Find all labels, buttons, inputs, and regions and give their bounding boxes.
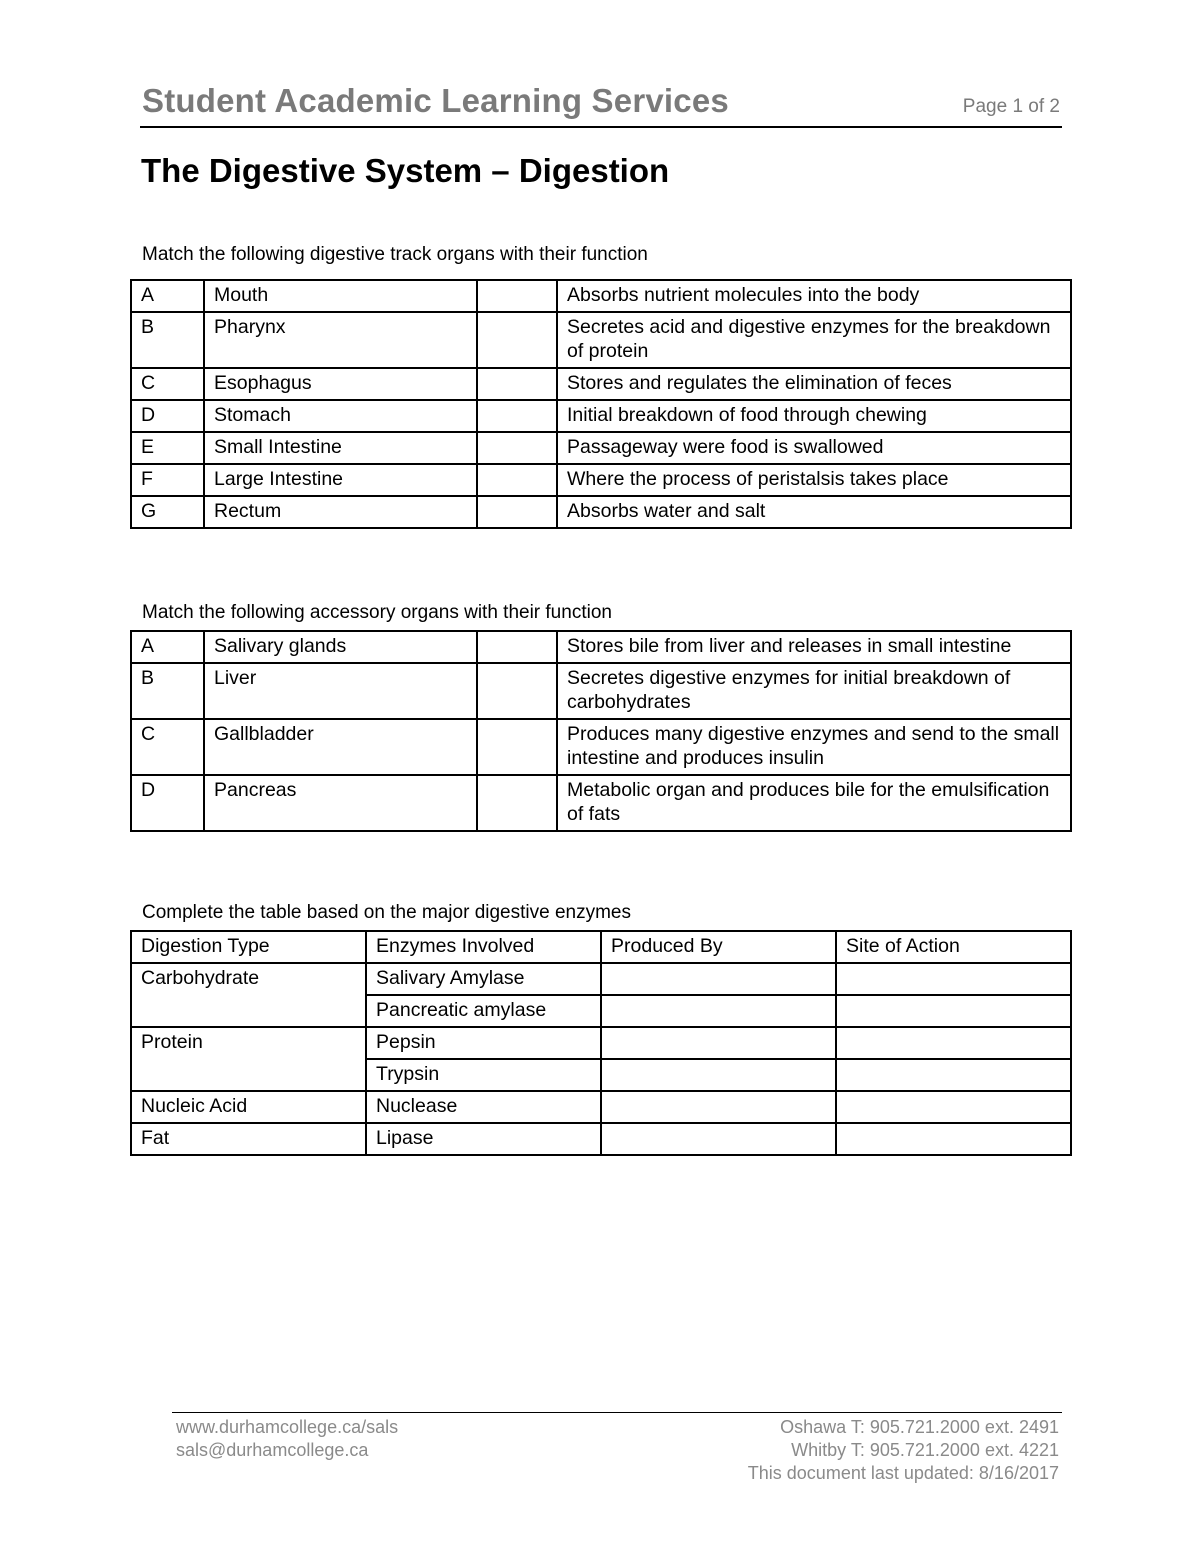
table-row <box>131 631 1071 663</box>
organ-name: Pancreas <box>204 775 477 831</box>
digestion-type: Fat <box>131 1123 366 1155</box>
digestion-type: Nucleic Acid <box>131 1091 366 1123</box>
organ-function: Metabolic organ and produces bile for the emulsification of fats <box>557 775 1071 831</box>
row-letter: E <box>131 432 204 464</box>
footer-right <box>748 1416 1059 1485</box>
table-row <box>131 719 1071 775</box>
digestion-type: Protein <box>131 1027 366 1091</box>
digestion-type: Carbohydrate <box>131 963 366 1027</box>
enzyme-name: Nuclease <box>366 1091 601 1123</box>
organ-function: Stores bile from liver and releases in small intestine <box>557 631 1071 663</box>
enzyme-name: Salivary Amylase <box>366 963 601 995</box>
column-header: Site of Action <box>836 931 1071 963</box>
answer-cell[interactable] <box>477 368 557 400</box>
table-row <box>131 663 1071 719</box>
section2-instruction: Match the following accessory organs with their function <box>142 602 612 623</box>
table-row <box>131 775 1071 831</box>
organ-function: Absorbs water and salt <box>557 496 1071 528</box>
answer-cell[interactable] <box>477 400 557 432</box>
organ-function: Where the process of peristalsis takes place <box>557 464 1071 496</box>
footer-divider <box>172 1412 1062 1413</box>
enzyme-name: Lipase <box>366 1123 601 1155</box>
organ-name: Pharynx <box>204 312 477 368</box>
table-row <box>131 1027 1071 1059</box>
row-letter: D <box>131 400 204 432</box>
footer-updated: This document last updated: 8/16/2017 <box>747 1463 1059 1483</box>
footer-website[interactable]: www.durhamcollege.ca/sals <box>176 1417 399 1437</box>
row-letter: C <box>131 368 204 400</box>
organ-name: Large Intestine <box>204 464 477 496</box>
site-of-action-cell[interactable] <box>836 963 1071 995</box>
page-number: Page 1 of 2 <box>962 96 1060 117</box>
produced-by-cell[interactable] <box>601 1059 836 1091</box>
answer-cell[interactable] <box>477 464 557 496</box>
site-of-action-cell[interactable] <box>836 1091 1071 1123</box>
table-row <box>131 432 1071 464</box>
organ-name: Salivary glands <box>204 631 477 663</box>
answer-cell[interactable] <box>477 432 557 464</box>
row-letter: A <box>131 280 204 312</box>
site-of-action-cell[interactable] <box>836 1027 1071 1059</box>
row-letter: G <box>131 496 204 528</box>
produced-by-cell[interactable] <box>601 1027 836 1059</box>
org-name: Student Academic Learning Services <box>142 82 729 119</box>
accessory-organs-table <box>130 630 1072 832</box>
table-row <box>131 1123 1071 1155</box>
organ-function: Absorbs nutrient molecules into the body <box>557 280 1071 312</box>
page-title: The Digestive System – Digestion <box>141 152 670 189</box>
answer-cell[interactable] <box>477 496 557 528</box>
organ-name: Liver <box>204 663 477 719</box>
site-of-action-cell[interactable] <box>836 1059 1071 1091</box>
answer-cell[interactable] <box>477 719 557 775</box>
section3-instruction: Complete the table based on the major digestive enzymes <box>142 902 631 923</box>
row-letter: D <box>131 775 204 831</box>
organ-name: Mouth <box>204 280 477 312</box>
page-header <box>140 82 1062 128</box>
table-row <box>131 312 1071 368</box>
row-letter: F <box>131 464 204 496</box>
footer-whitby-phone: Whitby T: 905.721.2000 ext. 4221 <box>791 1440 1059 1460</box>
footer-email[interactable]: sals@durhamcollege.ca <box>176 1440 369 1460</box>
table-row <box>131 496 1071 528</box>
site-of-action-cell[interactable] <box>836 1123 1071 1155</box>
row-letter: B <box>131 312 204 368</box>
enzyme-name: Pancreatic amylase <box>366 995 601 1027</box>
row-letter: B <box>131 663 204 719</box>
organ-function: Stores and regulates the elimination of feces <box>557 368 1071 400</box>
column-header: Enzymes Involved <box>366 931 601 963</box>
row-letter: A <box>131 631 204 663</box>
table-row <box>131 368 1071 400</box>
header-row <box>131 931 1071 963</box>
answer-cell[interactable] <box>477 775 557 831</box>
answer-cell[interactable] <box>477 631 557 663</box>
enzyme-name: Trypsin <box>366 1059 601 1091</box>
column-header: Digestion Type <box>131 931 366 963</box>
produced-by-cell[interactable] <box>601 963 836 995</box>
answer-cell[interactable] <box>477 312 557 368</box>
column-header: Produced By <box>601 931 836 963</box>
table-row <box>131 963 1071 995</box>
digestive-organs-table <box>130 279 1072 529</box>
footer-left <box>176 1416 398 1462</box>
enzymes-table <box>130 930 1072 1156</box>
organ-function: Secretes acid and digestive enzymes for the breakdown of protein <box>557 312 1071 368</box>
organ-function: Produces many digestive enzymes and send to the small intestine and produces insulin <box>557 719 1071 775</box>
table-row <box>131 280 1071 312</box>
organ-name: Esophagus <box>204 368 477 400</box>
organ-name: Stomach <box>204 400 477 432</box>
organ-function: Initial breakdown of food through chewing <box>557 400 1071 432</box>
table-row <box>131 464 1071 496</box>
answer-cell[interactable] <box>477 663 557 719</box>
table-row <box>131 1091 1071 1123</box>
site-of-action-cell[interactable] <box>836 995 1071 1027</box>
organ-name: Small Intestine <box>204 432 477 464</box>
organ-name: Rectum <box>204 496 477 528</box>
produced-by-cell[interactable] <box>601 995 836 1027</box>
organ-function: Secretes digestive enzymes for initial breakdown of carbohydrates <box>557 663 1071 719</box>
answer-cell[interactable] <box>477 280 557 312</box>
table-row <box>131 400 1071 432</box>
organ-name: Gallbladder <box>204 719 477 775</box>
produced-by-cell[interactable] <box>601 1123 836 1155</box>
enzyme-name: Pepsin <box>366 1027 601 1059</box>
organ-function: Passageway were food is swallowed <box>557 432 1071 464</box>
produced-by-cell[interactable] <box>601 1091 836 1123</box>
footer-oshawa-phone: Oshawa T: 905.721.2000 ext. 2491 <box>780 1417 1059 1437</box>
section1-instruction: Match the following digestive track organs with their function <box>142 244 648 265</box>
row-letter: C <box>131 719 204 775</box>
